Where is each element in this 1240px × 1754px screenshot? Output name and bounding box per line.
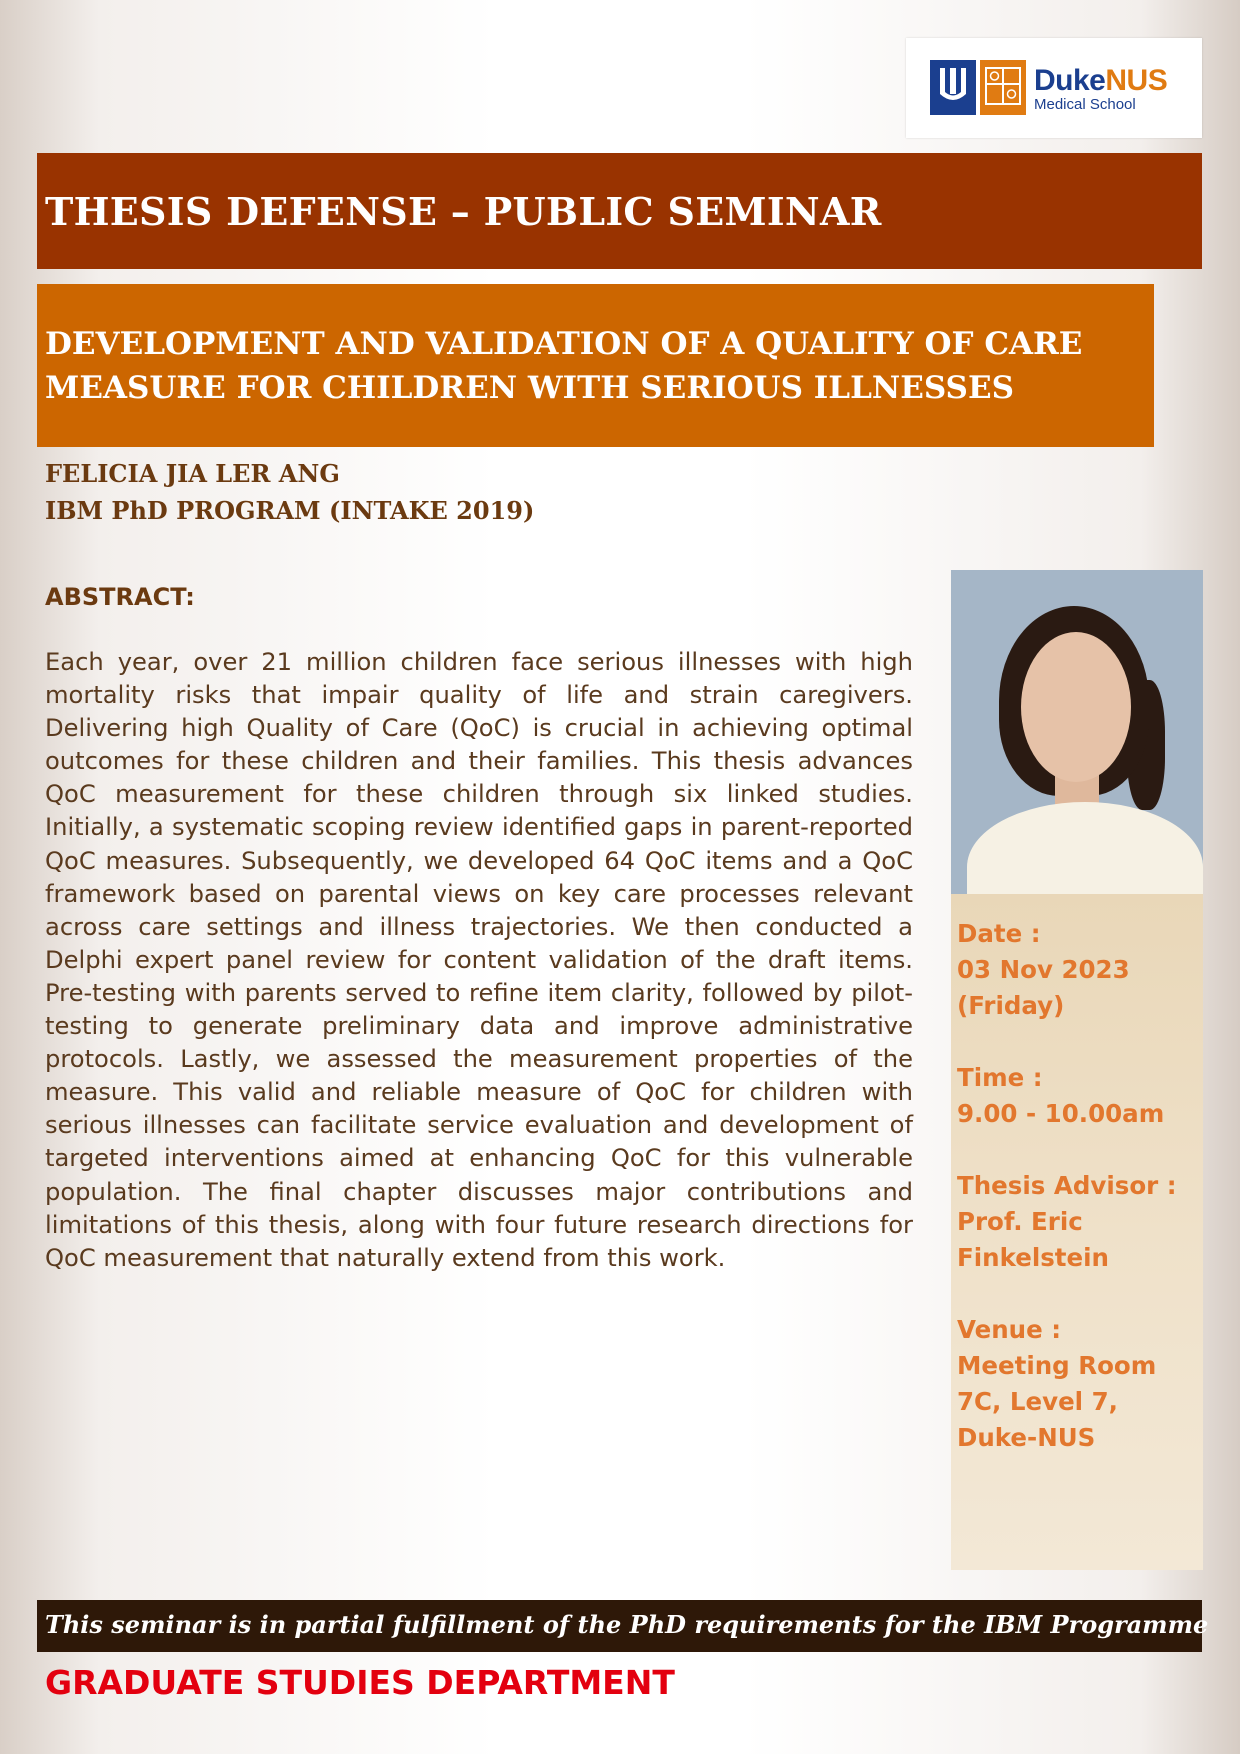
duke-nus-logo — [906, 38, 1202, 138]
advisor-block — [957, 1168, 1201, 1276]
date-value: 03 Nov 2023 — [957, 955, 1130, 984]
presenter-block — [45, 455, 534, 529]
nus-crest-icon — [980, 60, 1026, 115]
thesis-title-banner — [37, 284, 1154, 447]
date-block — [957, 916, 1201, 1024]
event-details-panel — [951, 894, 1203, 1570]
presenter-photo — [951, 570, 1203, 894]
duke-shield-icon — [930, 60, 976, 115]
advisor-value: Prof. Eric Finkelstein — [957, 1207, 1109, 1272]
advisor-label: Thesis Advisor : — [957, 1171, 1177, 1200]
logo-subtitle: Medical School — [1034, 96, 1136, 113]
date-day: (Friday) — [957, 991, 1065, 1020]
time-value: 9.00 - 10.00am — [957, 1099, 1165, 1128]
seminar-banner-text: THESIS DEFENSE – PUBLIC SEMINAR — [45, 189, 882, 234]
abstract-heading: ABSTRACT: — [45, 583, 195, 611]
logo-wordmark: DukeNUS Medical School — [1034, 64, 1168, 113]
venue-label: Venue : — [957, 1315, 1062, 1344]
time-block — [957, 1060, 1201, 1132]
time-label: Time : — [957, 1063, 1043, 1092]
thesis-title: DEVELOPMENT AND VALIDATION OF A QUALITY OF CARE MEASURE FOR CHILDREN WITH SERIOUS ILLNESSES — [45, 326, 1083, 406]
seminar-banner — [37, 153, 1202, 269]
department-name: GRADUATE STUDIES DEPARTMENT — [45, 1663, 675, 1702]
presenter-name: FELICIA JIA LER ANG — [45, 459, 340, 488]
fulfillment-note-bar — [37, 1600, 1209, 1652]
abstract-text: Each year, over 21 million children face serious illnesses with high mortality risks that impair quality of life and strain caregivers. Delivering high Quality of Care (QoC) is crucial in achieving optimal outcomes for these children and their families. This thesis advances QoC measurement for these children through six linked studies. Initially, a systematic scoping review identified gaps in parent-reported QoC measures. Subsequently, we developed 64 QoC items and a QoC framework based on parental views on key care processes relevant across care settings and illness trajectories. We then conducted a Delphi expert panel review for content validation of the draft items. Pre-testing with parents served to refine item clarity, followed by pilot-testing to generate preliminary data and improve administrative protocols. Lastly, we assessed the measurement properties of the measure. This valid and reliable measure of QoC for children with serious illnesses can facilitate service evaluation and development of targeted interventions aimed at enhancing QoC for this vulnerable population. The final chapter discusses major contributions and limitations of this thesis, along with four future research directions for QoC measurement that naturally extend from this work. — [45, 648, 913, 1272]
fulfillment-note: This seminar is in partial fulfillment of the PhD requirements for the IBM Programme — [45, 1610, 1209, 1639]
venue-block — [957, 1312, 1201, 1456]
venue-value: Meeting Room 7C, Level 7, Duke-NUS — [957, 1351, 1157, 1452]
date-label: Date : — [957, 919, 1041, 948]
presenter-program: IBM PhD PROGRAM (INTAKE 2019) — [45, 496, 535, 525]
